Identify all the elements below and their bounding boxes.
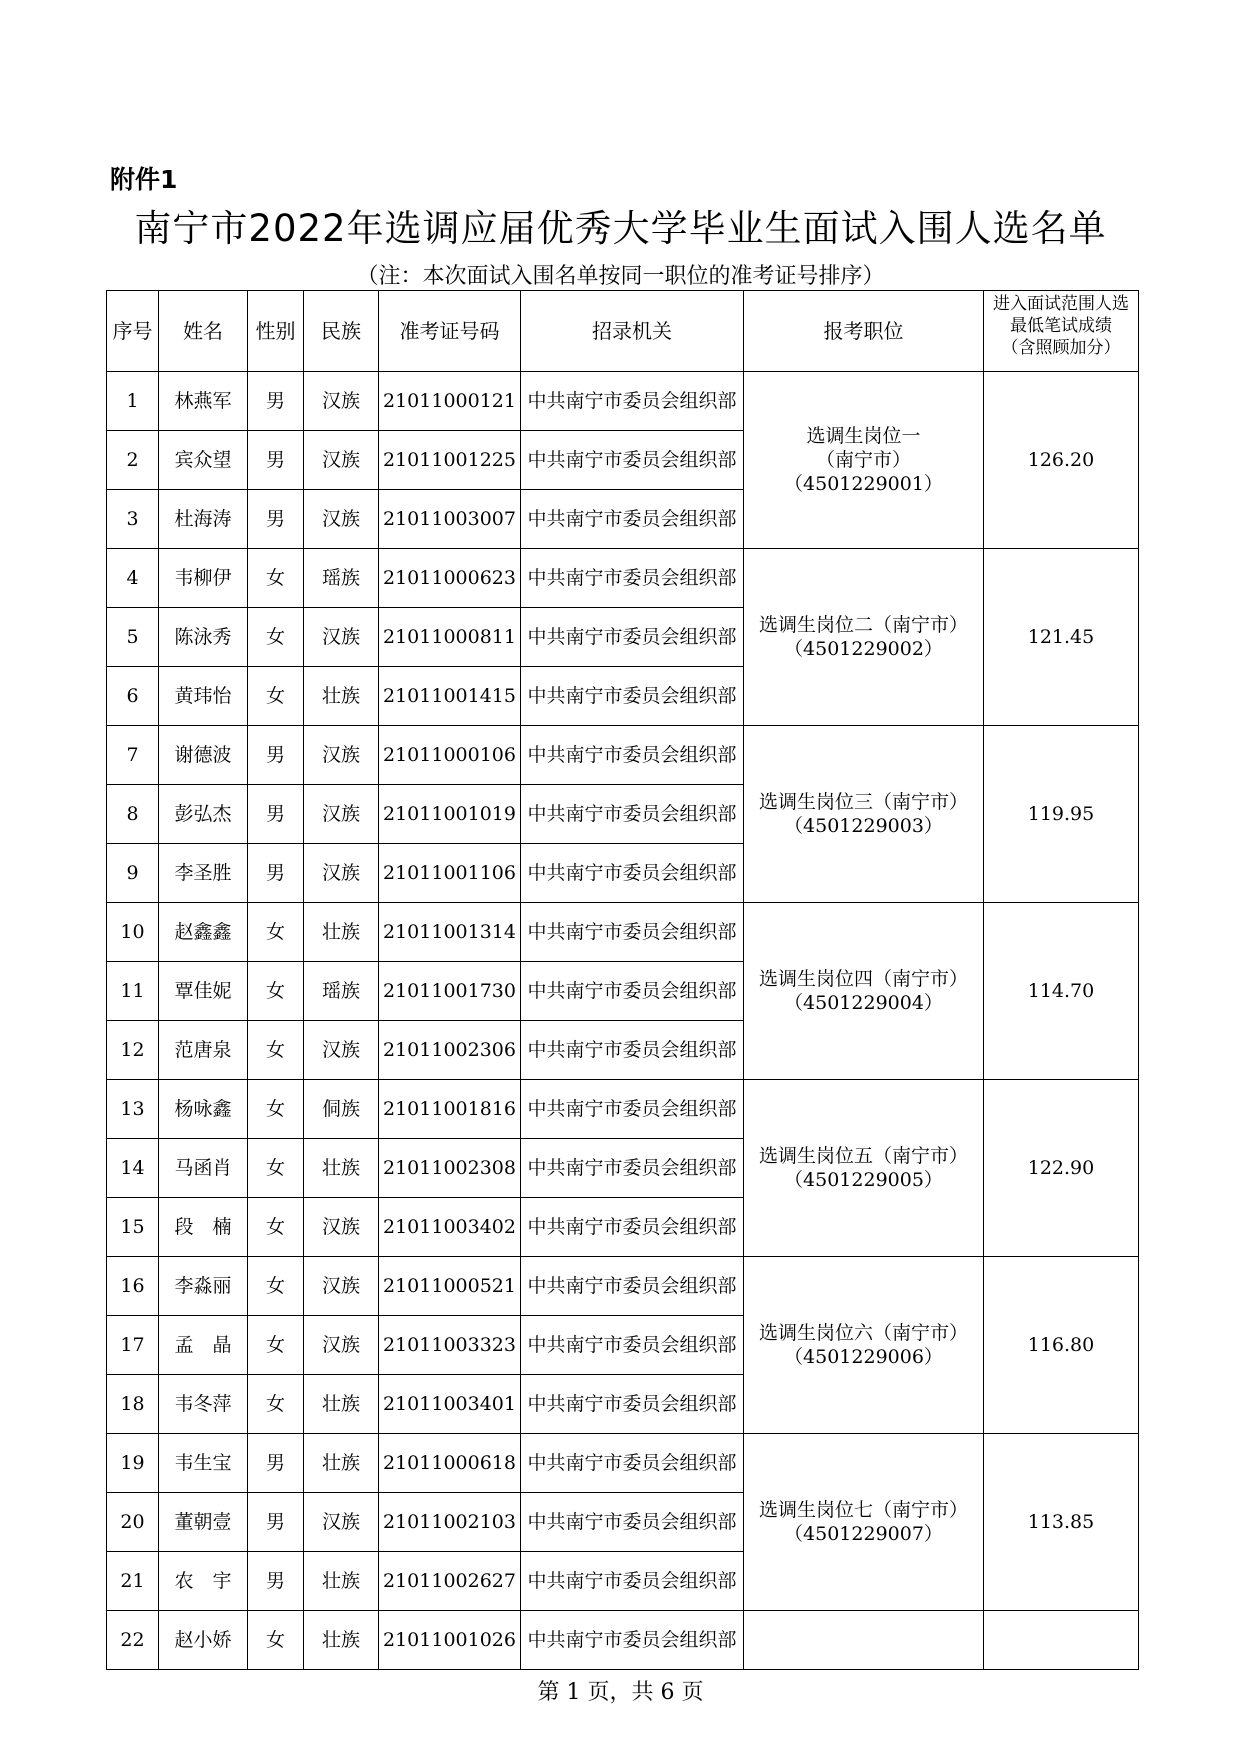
cell-exam-no: 21011002627 xyxy=(379,1552,521,1611)
cell-org: 中共南宁市委员会组织部 xyxy=(521,1434,744,1493)
table-row xyxy=(107,1080,1139,1139)
cell-name: 董朝壹 xyxy=(159,1493,248,1552)
cell-seq: 16 xyxy=(107,1257,159,1316)
cell-ethnicity: 壮族 xyxy=(304,1375,379,1434)
cell-ethnicity: 汉族 xyxy=(304,1021,379,1080)
cell-name: 谢德波 xyxy=(159,726,248,785)
cell-seq: 8 xyxy=(107,785,159,844)
cell-gender: 男 xyxy=(248,431,304,490)
cell-exam-no: 21011003401 xyxy=(379,1375,521,1434)
header-min-score-line1: 进入面试范围人选 xyxy=(993,294,1129,314)
cell-name: 孟 晶 xyxy=(159,1316,248,1375)
cell-position xyxy=(744,549,984,726)
cell-org: 中共南宁市委员会组织部 xyxy=(521,1139,744,1198)
cell-org: 中共南宁市委员会组织部 xyxy=(521,1552,744,1611)
cell-org: 中共南宁市委员会组织部 xyxy=(521,490,744,549)
cell-ethnicity: 汉族 xyxy=(304,372,379,431)
cell-ethnicity: 汉族 xyxy=(304,1257,379,1316)
page-title: 南宁市2022年选调应届优秀大学毕业生面试入围人选名单 xyxy=(134,207,1107,250)
cell-gender: 男 xyxy=(248,372,304,431)
cell-gender: 女 xyxy=(248,1080,304,1139)
header-min-score-line2: 最低笔试成绩 xyxy=(1010,316,1112,336)
cell-gender: 女 xyxy=(248,1375,304,1434)
cell-exam-no: 21011003402 xyxy=(379,1198,521,1257)
cell-exam-no: 21011001225 xyxy=(379,431,521,490)
cell-exam-no: 21011001314 xyxy=(379,903,521,962)
cell-gender: 男 xyxy=(248,726,304,785)
cell-org: 中共南宁市委员会组织部 xyxy=(521,1493,744,1552)
cell-ethnicity: 汉族 xyxy=(304,726,379,785)
cell-seq: 14 xyxy=(107,1139,159,1198)
header-exam-no: 准考证号码 xyxy=(379,291,521,372)
cell-name: 李圣胜 xyxy=(159,844,248,903)
cell-exam-no: 21011002103 xyxy=(379,1493,521,1552)
cell-exam-no: 21011001816 xyxy=(379,1080,521,1139)
cell-min-score: 113.85 xyxy=(984,1434,1139,1611)
cell-seq: 19 xyxy=(107,1434,159,1493)
cell-seq: 12 xyxy=(107,1021,159,1080)
cell-seq: 11 xyxy=(107,962,159,1021)
cell-ethnicity: 侗族 xyxy=(304,1080,379,1139)
position-text-line: 选调生岗位七（南宁市） xyxy=(758,1499,968,1521)
header-ethnicity: 民族 xyxy=(304,291,379,372)
cell-min-score: 119.95 xyxy=(984,726,1139,903)
cell-min-score: 114.70 xyxy=(984,903,1139,1080)
cell-seq: 13 xyxy=(107,1080,159,1139)
cell-ethnicity: 壮族 xyxy=(304,667,379,726)
cell-org: 中共南宁市委员会组织部 xyxy=(521,1021,744,1080)
cell-org: 中共南宁市委员会组织部 xyxy=(521,431,744,490)
cell-gender: 女 xyxy=(248,549,304,608)
header-min-score-line3: （含照顾加分） xyxy=(1001,338,1121,358)
cell-exam-no: 21011002308 xyxy=(379,1139,521,1198)
cell-min-score: 126.20 xyxy=(984,372,1139,549)
cell-name: 段 楠 xyxy=(159,1198,248,1257)
cell-exam-no: 21011000521 xyxy=(379,1257,521,1316)
cell-gender: 男 xyxy=(248,844,304,903)
cell-org: 中共南宁市委员会组织部 xyxy=(521,667,744,726)
cell-org: 中共南宁市委员会组织部 xyxy=(521,1316,744,1375)
cell-name: 赵鑫鑫 xyxy=(159,903,248,962)
cell-exam-no: 21011000811 xyxy=(379,608,521,667)
cell-name: 李淼丽 xyxy=(159,1257,248,1316)
position-text-line: （4501229004） xyxy=(784,992,943,1014)
page-footer: 第 1 页，共 6 页 xyxy=(537,1680,704,1705)
cell-min-score: 116.80 xyxy=(984,1257,1139,1434)
cell-exam-no: 21011001019 xyxy=(379,785,521,844)
cell-gender: 女 xyxy=(248,608,304,667)
table-row xyxy=(107,549,1139,608)
cell-seq: 7 xyxy=(107,726,159,785)
cell-gender: 男 xyxy=(248,1552,304,1611)
position-text-line: 选调生岗位三（南宁市） xyxy=(758,791,968,813)
cell-ethnicity: 瑶族 xyxy=(304,549,379,608)
attachment-label: 附件1 xyxy=(110,165,178,194)
cell-position xyxy=(744,1080,984,1257)
cell-gender: 女 xyxy=(248,1611,304,1670)
cell-exam-no: 21011000618 xyxy=(379,1434,521,1493)
cell-ethnicity: 汉族 xyxy=(304,1198,379,1257)
cell-name: 杜海涛 xyxy=(159,490,248,549)
cell-seq: 9 xyxy=(107,844,159,903)
cell-ethnicity: 壮族 xyxy=(304,903,379,962)
cell-org: 中共南宁市委员会组织部 xyxy=(521,903,744,962)
cell-gender: 女 xyxy=(248,1139,304,1198)
cell-seq: 2 xyxy=(107,431,159,490)
cell-gender: 女 xyxy=(248,962,304,1021)
position-text-line: 选调生岗位二（南宁市） xyxy=(758,614,968,636)
position-text-line: （4501229006） xyxy=(784,1346,943,1368)
cell-position xyxy=(744,726,984,903)
header-seq: 序号 xyxy=(107,291,159,372)
cell-org: 中共南宁市委员会组织部 xyxy=(521,372,744,431)
cell-ethnicity: 壮族 xyxy=(304,1611,379,1670)
cell-name: 黄玮怡 xyxy=(159,667,248,726)
table-row xyxy=(107,372,1139,431)
candidate-table xyxy=(106,290,1139,1670)
cell-gender: 男 xyxy=(248,1434,304,1493)
cell-gender: 男 xyxy=(248,785,304,844)
cell-seq: 3 xyxy=(107,490,159,549)
cell-ethnicity: 壮族 xyxy=(304,1434,379,1493)
cell-seq: 15 xyxy=(107,1198,159,1257)
table-row xyxy=(107,903,1139,962)
cell-ethnicity: 汉族 xyxy=(304,608,379,667)
cell-name: 陈泳秀 xyxy=(159,608,248,667)
position-text-line: （4501229005） xyxy=(784,1169,943,1191)
cell-org: 中共南宁市委员会组织部 xyxy=(521,1611,744,1670)
cell-seq: 21 xyxy=(107,1552,159,1611)
cell-seq: 17 xyxy=(107,1316,159,1375)
cell-position xyxy=(744,1611,984,1670)
table-note: （注：本次面试入围名单按同一职位的准考证号排序） xyxy=(356,264,885,288)
cell-exam-no: 21011001106 xyxy=(379,844,521,903)
cell-org: 中共南宁市委员会组织部 xyxy=(521,1257,744,1316)
position-text-line: 选调生岗位四（南宁市） xyxy=(758,968,968,990)
header-name: 姓名 xyxy=(159,291,248,372)
cell-position xyxy=(744,1434,984,1611)
cell-ethnicity: 汉族 xyxy=(304,844,379,903)
cell-exam-no: 21011000623 xyxy=(379,549,521,608)
cell-exam-no: 21011003007 xyxy=(379,490,521,549)
header-gender: 性别 xyxy=(248,291,304,372)
position-text-line: （南宁市） xyxy=(815,449,911,471)
cell-org: 中共南宁市委员会组织部 xyxy=(521,726,744,785)
table-body xyxy=(107,372,1139,1670)
cell-ethnicity: 汉族 xyxy=(304,431,379,490)
cell-gender: 女 xyxy=(248,1198,304,1257)
table-row xyxy=(107,1257,1139,1316)
position-text-line: （4501229001） xyxy=(784,473,943,495)
cell-gender: 女 xyxy=(248,667,304,726)
cell-ethnicity: 汉族 xyxy=(304,490,379,549)
cell-seq: 4 xyxy=(107,549,159,608)
cell-name: 农 宇 xyxy=(159,1552,248,1611)
cell-gender: 女 xyxy=(248,1316,304,1375)
cell-exam-no: 21011001026 xyxy=(379,1611,521,1670)
cell-name: 杨咏鑫 xyxy=(159,1080,248,1139)
cell-org: 中共南宁市委员会组织部 xyxy=(521,549,744,608)
cell-gender: 男 xyxy=(248,490,304,549)
cell-ethnicity: 壮族 xyxy=(304,1552,379,1611)
position-text-line: （4501229007） xyxy=(784,1523,943,1545)
cell-seq: 20 xyxy=(107,1493,159,1552)
position-text-line: （4501229002） xyxy=(784,638,943,660)
header-min-score xyxy=(984,291,1139,372)
cell-min-score: 121.45 xyxy=(984,549,1139,726)
cell-name: 韦冬萍 xyxy=(159,1375,248,1434)
table-row xyxy=(107,1611,1139,1670)
cell-org: 中共南宁市委员会组织部 xyxy=(521,844,744,903)
cell-exam-no: 21011000106 xyxy=(379,726,521,785)
cell-seq: 10 xyxy=(107,903,159,962)
cell-name: 彭弘杰 xyxy=(159,785,248,844)
cell-gender: 女 xyxy=(248,1257,304,1316)
position-text-line: 选调生岗位六（南宁市） xyxy=(758,1322,968,1344)
cell-min-score: 122.90 xyxy=(984,1080,1139,1257)
cell-ethnicity: 壮族 xyxy=(304,1139,379,1198)
table-row xyxy=(107,726,1139,785)
cell-name: 范唐泉 xyxy=(159,1021,248,1080)
cell-name: 赵小娇 xyxy=(159,1611,248,1670)
cell-ethnicity: 瑶族 xyxy=(304,962,379,1021)
cell-ethnicity: 汉族 xyxy=(304,1316,379,1375)
cell-org: 中共南宁市委员会组织部 xyxy=(521,608,744,667)
cell-gender: 女 xyxy=(248,903,304,962)
cell-org: 中共南宁市委员会组织部 xyxy=(521,1080,744,1139)
header-position: 报考职位 xyxy=(744,291,984,372)
cell-exam-no: 21011001415 xyxy=(379,667,521,726)
cell-ethnicity: 汉族 xyxy=(304,785,379,844)
position-text-line: （4501229003） xyxy=(784,815,943,837)
cell-seq: 1 xyxy=(107,372,159,431)
cell-org: 中共南宁市委员会组织部 xyxy=(521,962,744,1021)
cell-position xyxy=(744,903,984,1080)
cell-org: 中共南宁市委员会组织部 xyxy=(521,1375,744,1434)
cell-ethnicity: 汉族 xyxy=(304,1493,379,1552)
position-text-line: 选调生岗位五（南宁市） xyxy=(758,1145,968,1167)
cell-exam-no: 21011000121 xyxy=(379,372,521,431)
cell-name: 韦生宝 xyxy=(159,1434,248,1493)
cell-gender: 女 xyxy=(248,1021,304,1080)
cell-exam-no: 21011003323 xyxy=(379,1316,521,1375)
cell-name: 韦柳伊 xyxy=(159,549,248,608)
cell-org: 中共南宁市委员会组织部 xyxy=(521,785,744,844)
cell-gender: 男 xyxy=(248,1493,304,1552)
cell-name: 覃佳妮 xyxy=(159,962,248,1021)
cell-seq: 18 xyxy=(107,1375,159,1434)
cell-exam-no: 21011002306 xyxy=(379,1021,521,1080)
table-row xyxy=(107,1434,1139,1493)
table-header-row xyxy=(107,291,1139,372)
cell-name: 宾众望 xyxy=(159,431,248,490)
cell-min-score xyxy=(984,1611,1139,1670)
cell-seq: 6 xyxy=(107,667,159,726)
cell-position xyxy=(744,372,984,549)
cell-org: 中共南宁市委员会组织部 xyxy=(521,1198,744,1257)
cell-name: 马函肖 xyxy=(159,1139,248,1198)
position-text-line: 选调生岗位一 xyxy=(806,425,921,447)
cell-seq: 22 xyxy=(107,1611,159,1670)
header-org: 招录机关 xyxy=(521,291,744,372)
cell-name: 林燕军 xyxy=(159,372,248,431)
cell-position xyxy=(744,1257,984,1434)
cell-seq: 5 xyxy=(107,608,159,667)
cell-exam-no: 21011001730 xyxy=(379,962,521,1021)
